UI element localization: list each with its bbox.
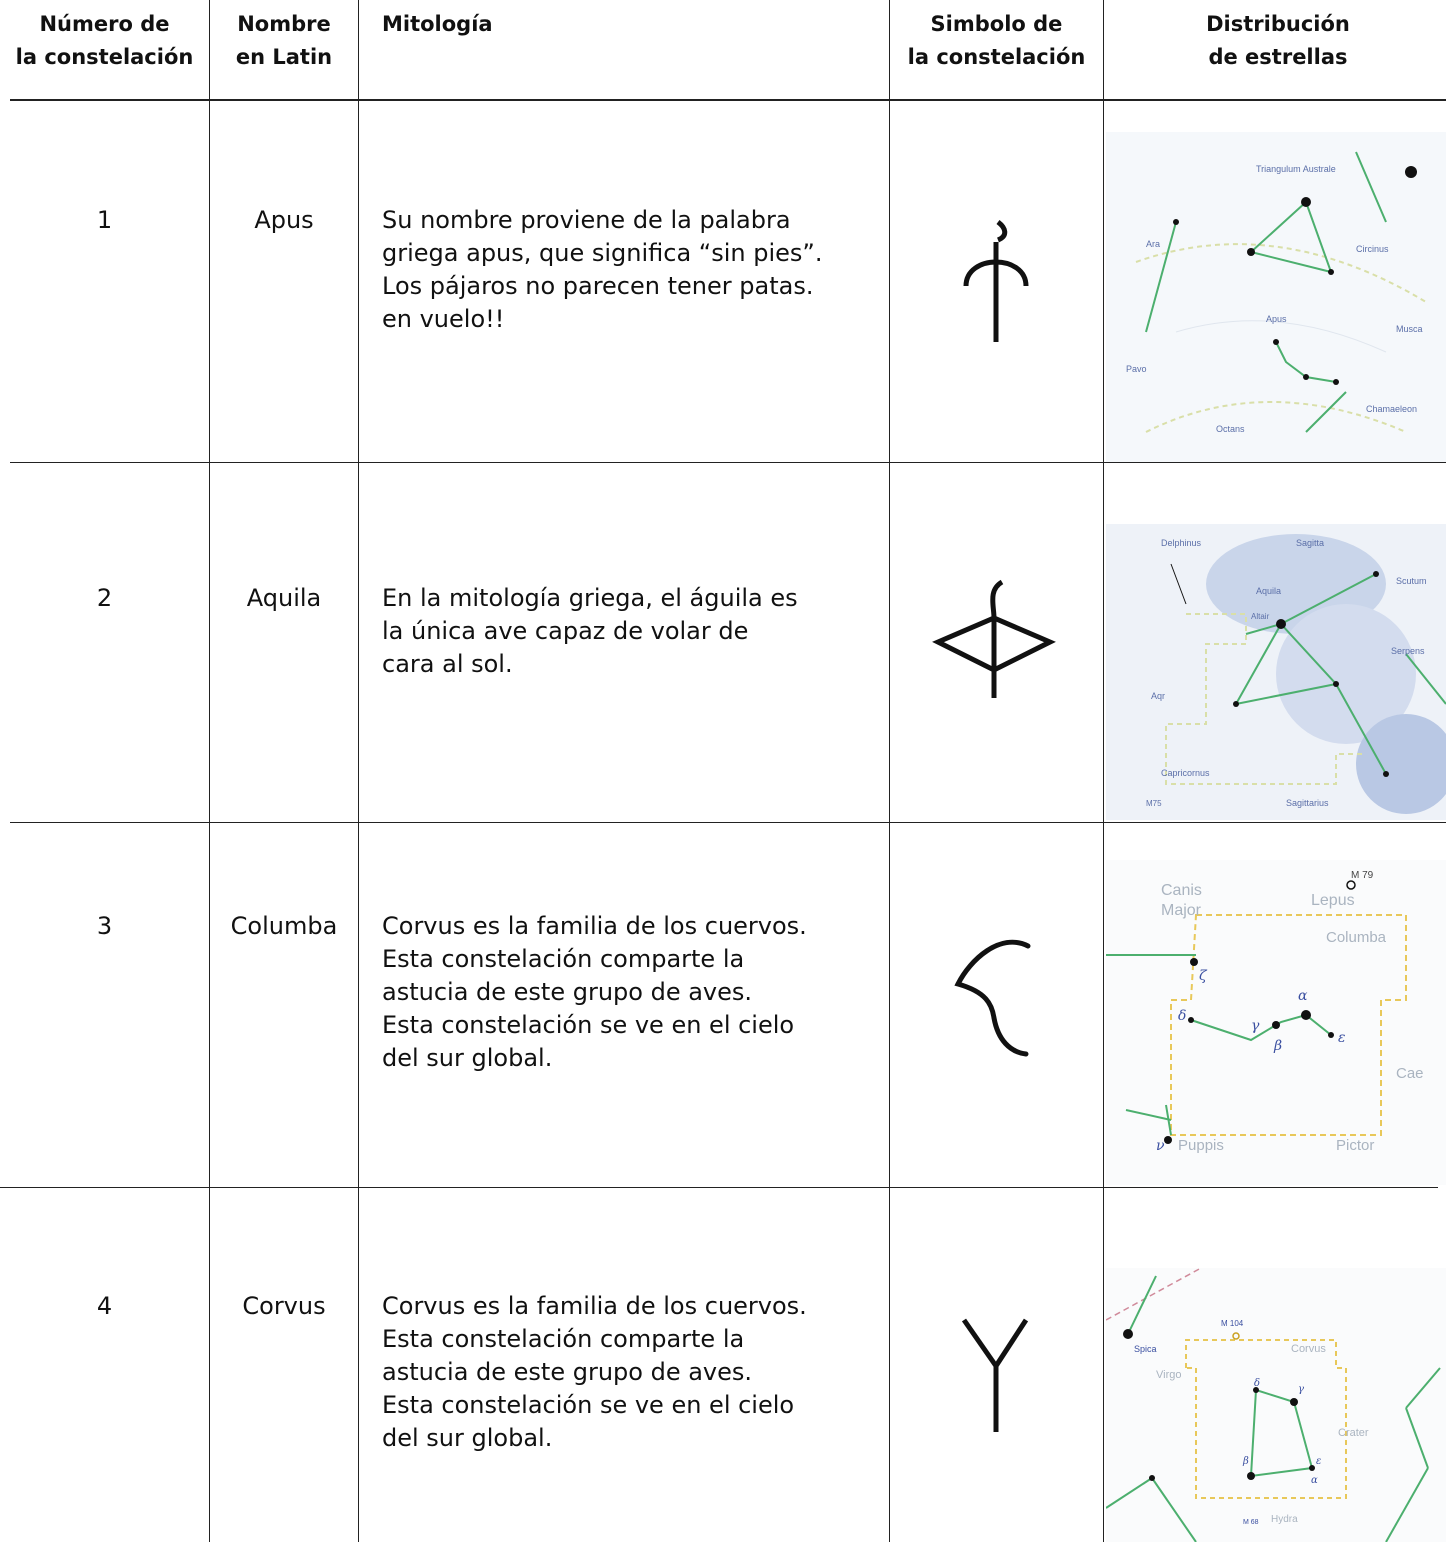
mythology-line: Corvus es la familia de los cuervos. <box>382 912 807 940</box>
map-label: Sagittarius <box>1286 798 1329 808</box>
header-mitologia <box>382 8 493 41</box>
map-label: M 68 <box>1243 1519 1259 1526</box>
header-line: en Latin <box>235 45 333 69</box>
map-label: Aqr <box>1151 691 1166 701</box>
mythology-text <box>382 204 882 336</box>
mythology-line: Esta constelación se ve en el cielo <box>382 1011 795 1039</box>
header-nombre <box>210 8 358 74</box>
mythology-line: En la mitología griega, el águila es <box>382 584 798 612</box>
map-label: Virgo <box>1156 1369 1182 1381</box>
header-line: Nombre <box>237 12 331 36</box>
map-label: Circinus <box>1356 244 1389 254</box>
mythology-line: Su nombre proviene de la palabra <box>382 206 791 234</box>
map-label: δ <box>1254 1378 1261 1389</box>
map-label: Canis <box>1161 882 1202 899</box>
map-label: α <box>1311 1475 1318 1486</box>
star-map-corvus <box>1106 1268 1446 1542</box>
star-map-columba <box>1106 860 1446 1185</box>
mythology-line: Corvus es la familia de los cuervos. <box>382 1292 807 1320</box>
latin-name: Aquila <box>246 584 322 612</box>
mythology-line: Esta constelación comparte la <box>382 1325 745 1353</box>
map-label: Capricornus <box>1161 768 1210 778</box>
map-label: Scutum <box>1396 576 1427 586</box>
aquila-glyph-icon <box>930 578 1060 706</box>
mythology-line: astucia de este grupo de aves. <box>382 978 753 1006</box>
corvus-glyph-icon <box>954 1316 1034 1438</box>
mythology-line: Los pájaros no parecen tener patas. <box>382 272 814 300</box>
map-label: Pictor <box>1336 1137 1375 1154</box>
map-label: γ <box>1298 1384 1304 1395</box>
mythology-line: griega apus, que significa “sin pies”. <box>382 239 823 267</box>
mythology-line: del sur global. <box>382 1424 553 1452</box>
columba-glyph-icon <box>950 932 1040 1066</box>
map-label: M 104 <box>1221 1319 1244 1328</box>
map-label: Pavo <box>1126 364 1147 374</box>
map-label: Spica <box>1134 1344 1157 1354</box>
column-divider <box>889 0 890 1542</box>
map-label: Musca <box>1396 324 1423 334</box>
header-line: de estrellas <box>1208 45 1348 69</box>
mythology-line: astucia de este grupo de aves. <box>382 1358 753 1386</box>
latin-name: Corvus <box>242 1292 326 1320</box>
map-label: Chamaeleon <box>1366 404 1418 414</box>
row-number: 2 <box>96 584 113 612</box>
mythology-line: del sur global. <box>382 1044 553 1072</box>
header-simbolo <box>890 8 1103 74</box>
header-line: la constelación <box>15 45 194 69</box>
latin-name: Columba <box>230 912 338 940</box>
map-label: Hydra <box>1271 1514 1298 1525</box>
header-distribucion <box>1104 8 1452 74</box>
header-line: Distribución <box>1206 12 1350 36</box>
map-label: Triangulum Australe <box>1256 164 1336 174</box>
row-divider <box>10 462 1446 463</box>
header-line: Número de <box>39 12 170 36</box>
row-number: 1 <box>96 206 113 234</box>
star-map-apus <box>1106 132 1446 462</box>
row-divider <box>10 822 1446 823</box>
map-label: ν <box>1156 1138 1165 1154</box>
map-label: Crater <box>1338 1427 1369 1439</box>
apus-glyph-icon <box>946 214 1046 348</box>
map-label: β <box>1243 1456 1249 1467</box>
map-label: ε <box>1316 1456 1322 1467</box>
mythology-line: Esta constelación se ve en el cielo <box>382 1391 795 1419</box>
row-divider <box>0 1187 1438 1188</box>
mythology-line: la única ave capaz de volar de <box>382 617 749 645</box>
column-divider <box>1103 0 1104 1542</box>
map-label: Aquila <box>1256 586 1282 596</box>
map-label: Delphinus <box>1161 538 1202 548</box>
column-divider <box>358 0 359 1542</box>
map-label: Octans <box>1216 424 1245 434</box>
map-label: α <box>1298 988 1308 1004</box>
map-label: Cae <box>1396 1065 1424 1082</box>
latin-name: Apus <box>254 206 314 234</box>
map-label: Altair <box>1251 612 1270 621</box>
map-label: M 79 <box>1351 870 1374 881</box>
map-label: Corvus <box>1291 1343 1326 1355</box>
row-number: 3 <box>96 912 113 940</box>
header-line: la constelación <box>907 45 1086 69</box>
map-label: δ <box>1178 1008 1187 1024</box>
mythology-text <box>382 1290 882 1455</box>
map-label: Sagitta <box>1296 538 1325 548</box>
map-label: ζ <box>1199 968 1207 984</box>
header-line: Simbolo de <box>930 12 1063 36</box>
star-map-aquila <box>1106 524 1446 820</box>
map-label: Major <box>1161 902 1202 919</box>
map-label: Apus <box>1266 314 1287 324</box>
map-label: ε <box>1338 1030 1346 1046</box>
map-label: M75 <box>1146 799 1162 808</box>
row-number: 4 <box>96 1292 113 1320</box>
mythology-text <box>382 910 882 1075</box>
map-label: Puppis <box>1178 1137 1224 1154</box>
map-label: Lepus <box>1311 892 1355 909</box>
map-label: Serpens <box>1391 646 1425 656</box>
map-label: Ara <box>1146 239 1161 249</box>
mythology-line: en vuelo!! <box>382 305 505 333</box>
map-label: Columba <box>1326 929 1387 946</box>
mythology-text <box>382 582 882 681</box>
map-label: γ <box>1251 1018 1260 1034</box>
header-line: Mitología <box>382 12 493 36</box>
mythology-line: Esta constelación comparte la <box>382 945 745 973</box>
map-label: β <box>1274 1038 1283 1054</box>
header-numero <box>0 8 209 74</box>
header-rule <box>10 99 1446 101</box>
mythology-line: cara al sol. <box>382 650 513 678</box>
